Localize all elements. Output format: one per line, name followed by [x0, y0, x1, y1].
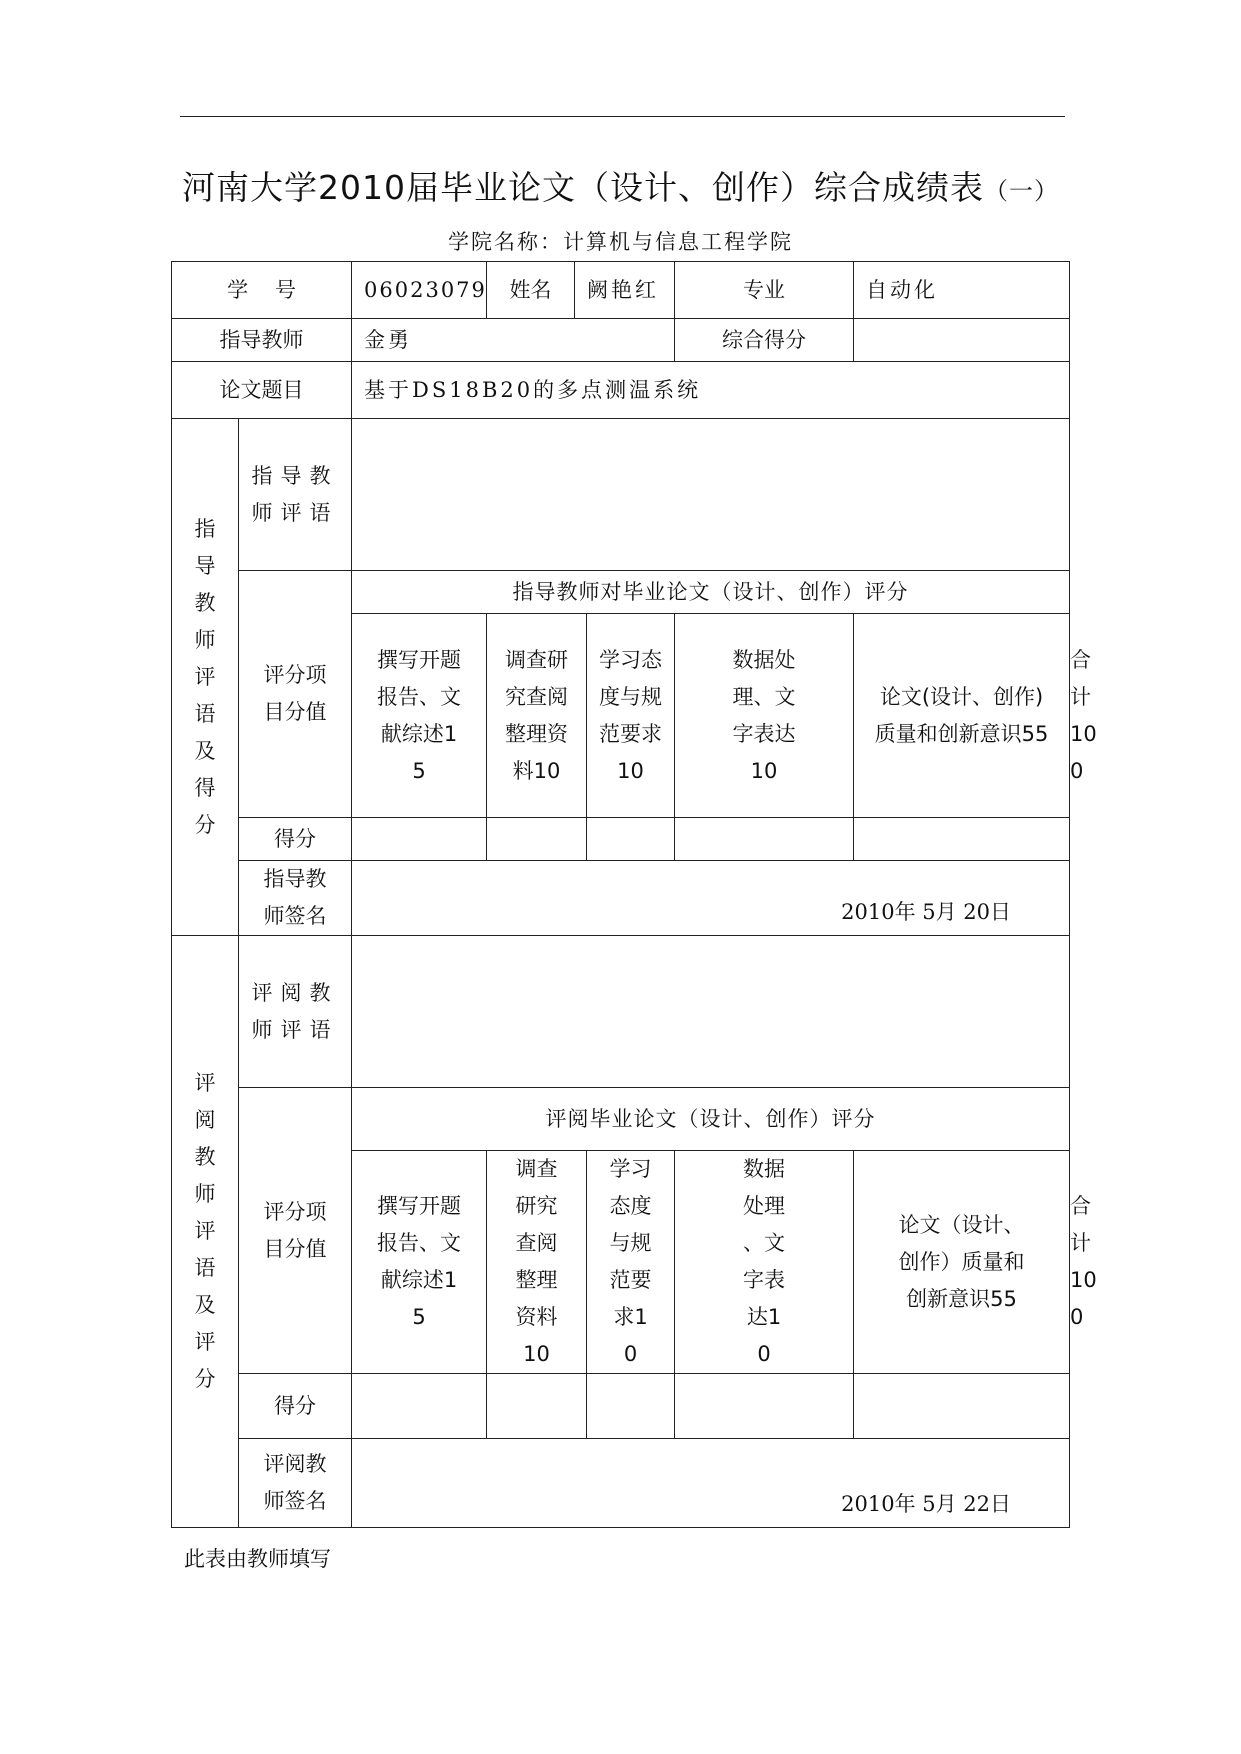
reviewer-scoring-title: 评阅毕业论文（设计、创作）评分: [352, 1088, 1070, 1151]
advisor-scoring-title-row: [172, 571, 1070, 614]
scoring-item-line: 5: [412, 1305, 426, 1329]
advisor-field[interactable]: 金勇: [352, 319, 675, 362]
scoring-item-line: 整理: [515, 1268, 558, 1292]
reviewer-signature-label: [239, 1439, 352, 1528]
side-label-char: 分: [194, 812, 216, 837]
scoring-item-line: 创作）质量和: [898, 1249, 1025, 1274]
scoring-item-line: 质量和创新意识55: [874, 721, 1049, 746]
side-label-char: 评: [194, 1071, 216, 1095]
comment-label-line: 评阅教: [251, 980, 339, 1005]
advisor-item-attitude: [587, 614, 675, 818]
reviewer-score-cell[interactable]: [675, 1374, 854, 1439]
topic-row: [172, 362, 1070, 419]
reviewer-item-proposal: [352, 1151, 487, 1374]
advisor-signature-date[interactable]: 2010年 5月 20日: [352, 861, 1070, 936]
advisor-signature-label: [239, 861, 352, 936]
scoring-item-line: 献综述1: [380, 1268, 458, 1292]
page-title: [0, 162, 1241, 209]
scoring-item-line: 10: [617, 758, 644, 783]
reviewer-item-quality: [854, 1151, 1070, 1374]
side-label-char: 及: [194, 738, 216, 763]
reviewer-score-cell[interactable]: [587, 1374, 675, 1439]
scoring-item-line: 查阅: [515, 1231, 558, 1255]
grade-form-table: [171, 261, 1097, 1528]
side-label-char: 得: [194, 775, 216, 800]
scoring-item-line: 数据: [743, 1157, 786, 1181]
scoring-item-line: 撰写开题: [377, 1194, 462, 1218]
advisor-score-cell[interactable]: [854, 818, 1070, 861]
reviewer-scoring-title-row: [172, 1088, 1070, 1151]
items-label-line: 目分值: [263, 700, 327, 724]
advisor-items-label: [239, 571, 352, 818]
advisor-score-cell[interactable]: [675, 818, 854, 861]
advisor-comment-label: [239, 419, 352, 571]
comment-label-line: 师评语: [251, 500, 339, 525]
side-label-char: 师: [194, 627, 216, 652]
student-id-label: 学 号: [172, 262, 352, 319]
reviewer-score-label: 得分: [239, 1374, 352, 1439]
side-label-char: 师: [194, 1182, 216, 1206]
scoring-item-line: 字表达: [732, 721, 796, 746]
header-rule: [180, 116, 1065, 117]
scoring-item-line: 与规: [609, 1231, 652, 1255]
scoring-item-line: 达1: [746, 1305, 782, 1329]
signature-label-line: 师签名: [263, 904, 327, 928]
side-label-char: 教: [194, 590, 216, 615]
scoring-item-line: 创新意识55: [906, 1286, 1017, 1311]
scoring-item-line: 10: [523, 1342, 550, 1366]
scoring-item-line: 论文(设计、创作): [879, 684, 1044, 709]
side-label-char: 导: [194, 553, 216, 578]
side-label-char: 分: [194, 1367, 216, 1391]
side-label-char: 评: [194, 1330, 216, 1354]
scoring-item-line: 0: [757, 1342, 771, 1366]
scoring-item-line: 处理: [743, 1194, 786, 1218]
college-line: 学院名称：计算机与信息工程学院: [448, 230, 793, 254]
scoring-item-line: 调查研: [505, 647, 569, 672]
scoring-item-line: 0: [623, 1342, 638, 1366]
scoring-item-line: 论文（设计、: [898, 1212, 1025, 1237]
signature-label-line: 师签名: [263, 1489, 327, 1513]
scoring-item-line: 调查: [515, 1157, 558, 1181]
comment-label-line: 指导教: [251, 463, 339, 488]
advisor-items-row: 撰写开题 报告、文 献综述1 5 调查研 究查阅 整理资 料10 学习态 度与规 范要求 10 数据处 理、文 字表达 10 论文(设计、创作) 质量和创新意识55 合计 10 0: [172, 614, 1070, 818]
advisor-signature-row: [172, 861, 1070, 936]
reviewer-signature-date[interactable]: 2010年 5月 22日: [352, 1439, 1070, 1528]
advisor-scoring-title: 指导教师对毕业论文（设计、创作）评分: [352, 571, 1070, 614]
major-label: 专业: [675, 262, 854, 319]
reviewer-section-side-label: [172, 936, 239, 1528]
advisor-item-quality: [854, 614, 1070, 818]
topic-label: 论文题目: [172, 362, 352, 419]
advisor-score-row: [172, 818, 1070, 861]
reviewer-score-cell[interactable]: [487, 1374, 587, 1439]
total-score-field[interactable]: [854, 319, 1070, 362]
side-label-char: 评: [194, 664, 216, 689]
side-label-char: 语: [194, 1256, 216, 1280]
scoring-item-line: 报告、文: [377, 1231, 462, 1255]
scoring-item-line: 学习态: [599, 647, 663, 672]
advisor-item-writing: [675, 614, 854, 818]
student-info-row: [172, 262, 1070, 319]
reviewer-items-row: 撰写开题 报告、文 献综述1 5 调查 研究 查阅 整理 资料 10 学习 态度 与规 范要 求1 0 数据 处理 、文 字表 达1 0 论文（设计、 创作）质量和 创新意识55 合计 10 0: [172, 1151, 1070, 1374]
reviewer-score-row: [172, 1374, 1070, 1439]
reviewer-item-writing: [675, 1151, 854, 1374]
side-label-char: 阅: [194, 1108, 216, 1132]
scoring-item-line: 学习: [609, 1157, 652, 1181]
side-label-char: 语: [194, 701, 216, 726]
advisor-score-cell[interactable]: [487, 818, 587, 861]
advisor-comment-row: [172, 419, 1070, 571]
scoring-item-line: 范要求: [599, 721, 663, 746]
reviewer-item-attitude: [587, 1151, 675, 1374]
scoring-item-line: 料10: [512, 758, 561, 783]
advisor-row: [172, 319, 1070, 362]
name-field[interactable]: 阙艳红: [575, 262, 675, 319]
signature-label-line: 指导教: [263, 867, 327, 891]
advisor-item-research: [487, 614, 587, 818]
scoring-item-line: 整理资: [505, 721, 569, 746]
title-main: 河南大学2010届毕业论文（设计、创作）综合成绩表: [182, 168, 984, 207]
student-id-field[interactable]: 06023079: [352, 262, 487, 319]
comment-label-line: 师评语: [251, 1017, 339, 1042]
items-label-line: 评分项: [263, 1199, 327, 1224]
scoring-item-line: 资料: [515, 1305, 558, 1329]
scoring-item-line: 态度: [609, 1194, 652, 1218]
side-label-char: 评: [194, 1219, 216, 1243]
scoring-item-line: 献综述1: [380, 721, 458, 746]
side-label-char: 及: [194, 1293, 216, 1317]
form-footnote: 此表由教师填写: [184, 1547, 331, 1571]
scoring-item-line: 5: [412, 758, 426, 783]
scoring-item-line: 理、文: [732, 684, 796, 709]
reviewer-items-label: [239, 1088, 352, 1374]
scoring-item-line: 范要: [609, 1268, 652, 1292]
scoring-item-line: 求1: [613, 1305, 648, 1329]
reviewer-score-cell[interactable]: [854, 1374, 1070, 1439]
items-label-line: 评分项: [263, 663, 327, 687]
advisor-item-proposal: [352, 614, 487, 818]
scoring-item-line: 度与规: [599, 684, 663, 709]
scoring-item-line: 字表: [743, 1268, 786, 1292]
scoring-item-line: 研究: [515, 1194, 558, 1218]
total-score-label: 综合得分: [675, 319, 854, 362]
advisor-score-cell[interactable]: [352, 818, 487, 861]
scoring-item-line: 、文: [743, 1231, 786, 1255]
reviewer-score-cell[interactable]: [352, 1374, 487, 1439]
side-label-char: 教: [194, 1145, 216, 1169]
reviewer-signature-row: [172, 1439, 1070, 1528]
scoring-item-line: 10: [750, 758, 778, 783]
topic-field[interactable]: 基于DS18B20的多点测温系统: [352, 362, 1070, 419]
reviewer-comment-label: [239, 936, 352, 1088]
advisor-score-label: 得分: [239, 818, 352, 861]
scoring-item-line: 究查阅: [505, 684, 569, 709]
signature-label-line: 评阅教: [263, 1452, 327, 1476]
name-label: 姓名: [487, 262, 575, 319]
advisor-label: 指导教师: [172, 319, 352, 362]
side-label-char: 指: [194, 516, 216, 541]
title-suffix: （一）: [983, 177, 1059, 205]
scoring-item-line: 数据处: [732, 647, 796, 672]
reviewer-comment-row: [172, 936, 1070, 1088]
advisor-comment-field[interactable]: [352, 419, 1070, 571]
items-label-line: 目分值: [263, 1236, 327, 1261]
scoring-item-line: 撰写开题: [377, 647, 462, 672]
major-field[interactable]: 自动化: [854, 262, 1070, 319]
scoring-item-line: 报告、文: [377, 684, 462, 709]
reviewer-comment-field[interactable]: [352, 936, 1070, 1088]
advisor-score-cell[interactable]: [587, 818, 675, 861]
advisor-section-side-label: [172, 419, 239, 936]
reviewer-item-research: [487, 1151, 587, 1374]
